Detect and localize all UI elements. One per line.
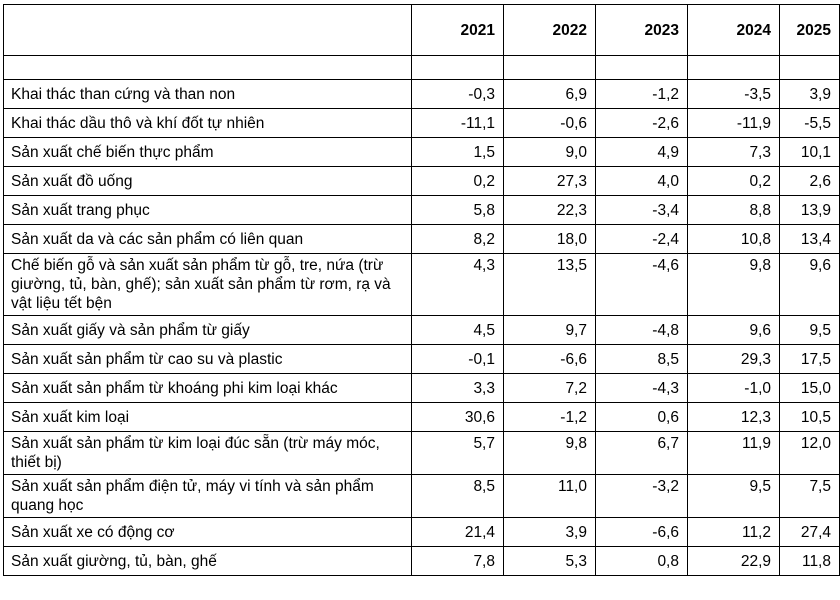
value-cell: 12,3 bbox=[688, 403, 780, 432]
value-cell: -11,1 bbox=[412, 109, 504, 138]
value-cell: 8,5 bbox=[596, 345, 688, 374]
value-cell: 6,7 bbox=[596, 432, 688, 475]
value-cell: 0,6 bbox=[596, 403, 688, 432]
column-header: 2022 bbox=[504, 5, 596, 56]
value-cell: 18,0 bbox=[504, 225, 596, 254]
value-cell: 9,8 bbox=[504, 432, 596, 475]
value-cell: -4,6 bbox=[596, 254, 688, 316]
row-label: Sản xuất kim loại bbox=[4, 403, 412, 432]
column-header: 2024 bbox=[688, 5, 780, 56]
value-cell: 11,0 bbox=[504, 475, 596, 518]
value-cell: -0,1 bbox=[412, 345, 504, 374]
value-cell: 8,2 bbox=[412, 225, 504, 254]
value-cell: 9,5 bbox=[780, 316, 840, 345]
value-cell: -2,6 bbox=[596, 109, 688, 138]
value-cell: 7,3 bbox=[688, 138, 780, 167]
value-cell: 3,3 bbox=[412, 374, 504, 403]
table-row bbox=[4, 196, 840, 225]
value-cell: 9,5 bbox=[688, 475, 780, 518]
value-cell: 11,9 bbox=[688, 432, 780, 475]
value-cell: 22,3 bbox=[504, 196, 596, 225]
row-label: Khai thác dầu thô và khí đốt tự nhiên bbox=[4, 109, 412, 138]
value-cell: 7,5 bbox=[780, 475, 840, 518]
table-row bbox=[4, 345, 840, 374]
row-label: Sản xuất sản phẩm điện tử, máy vi tính và sản phẩm quang học bbox=[4, 475, 412, 518]
value-cell: 3,9 bbox=[504, 518, 596, 547]
value-cell: 5,7 bbox=[412, 432, 504, 475]
value-cell: 22,9 bbox=[688, 547, 780, 576]
value-cell: -4,8 bbox=[596, 316, 688, 345]
value-cell: 0,2 bbox=[412, 167, 504, 196]
table-row bbox=[4, 80, 840, 109]
value-cell: 13,9 bbox=[780, 196, 840, 225]
value-cell: 27,3 bbox=[504, 167, 596, 196]
column-header: 2023 bbox=[596, 5, 688, 56]
table-row bbox=[4, 374, 840, 403]
value-cell: 11,2 bbox=[688, 518, 780, 547]
value-cell: -0,6 bbox=[504, 109, 596, 138]
value-cell: -6,6 bbox=[504, 345, 596, 374]
value-cell: 12,0 bbox=[780, 432, 840, 475]
table-row bbox=[4, 109, 840, 138]
value-cell: 4,0 bbox=[596, 167, 688, 196]
value-cell: 0,8 bbox=[596, 547, 688, 576]
row-label: Sản xuất sản phẩm từ cao su và plastic bbox=[4, 345, 412, 374]
table-row bbox=[4, 316, 840, 345]
value-cell: 11,8 bbox=[780, 547, 840, 576]
row-label: Sản xuất sản phẩm từ khoáng phi kim loại khác bbox=[4, 374, 412, 403]
value-cell: -6,6 bbox=[596, 518, 688, 547]
row-label: Chế biến gỗ và sản xuất sản phẩm từ gỗ, tre, nứa (trừ giường, tủ, bàn, ghế); sản xuất sản phẩm từ rơm, rạ và vật liệu tết bện bbox=[4, 254, 412, 316]
value-cell: -11,9 bbox=[688, 109, 780, 138]
table-row bbox=[4, 518, 840, 547]
row-label: Sản xuất sản phẩm từ kim loại đúc sẵn (trừ máy móc, thiết bị) bbox=[4, 432, 412, 475]
value-cell: 5,8 bbox=[412, 196, 504, 225]
value-cell: 4,3 bbox=[412, 254, 504, 316]
value-cell: 9,7 bbox=[504, 316, 596, 345]
table-row bbox=[4, 475, 840, 518]
value-cell: 15,0 bbox=[780, 374, 840, 403]
value-cell: 27,4 bbox=[780, 518, 840, 547]
value-cell: 29,3 bbox=[688, 345, 780, 374]
value-cell: -1,0 bbox=[688, 374, 780, 403]
value-cell: 21,4 bbox=[412, 518, 504, 547]
value-cell: 9,6 bbox=[688, 316, 780, 345]
table-row bbox=[4, 547, 840, 576]
value-cell: -0,3 bbox=[412, 80, 504, 109]
value-cell: 10,5 bbox=[780, 403, 840, 432]
value-cell: -3,5 bbox=[688, 80, 780, 109]
table-row bbox=[4, 254, 840, 316]
row-label: Khai thác than cứng và than non bbox=[4, 80, 412, 109]
row-label: Sản xuất trang phục bbox=[4, 196, 412, 225]
header-row bbox=[4, 5, 840, 56]
value-cell: 8,5 bbox=[412, 475, 504, 518]
value-cell: 13,4 bbox=[780, 225, 840, 254]
value-cell: -3,4 bbox=[596, 196, 688, 225]
spacer-row bbox=[4, 56, 840, 80]
value-cell: 7,2 bbox=[504, 374, 596, 403]
row-label: Sản xuất giấy và sản phẩm từ giấy bbox=[4, 316, 412, 345]
value-cell: 0,2 bbox=[688, 167, 780, 196]
value-cell: -3,2 bbox=[596, 475, 688, 518]
value-cell: -1,2 bbox=[596, 80, 688, 109]
value-cell: 1,5 bbox=[412, 138, 504, 167]
value-cell: 7,8 bbox=[412, 547, 504, 576]
value-cell: 10,1 bbox=[780, 138, 840, 167]
value-cell: 6,9 bbox=[504, 80, 596, 109]
value-cell: 9,8 bbox=[688, 254, 780, 316]
value-cell: 30,6 bbox=[412, 403, 504, 432]
value-cell: -5,5 bbox=[780, 109, 840, 138]
column-header: 2025 bbox=[780, 5, 840, 56]
row-label: Sản xuất đồ uống bbox=[4, 167, 412, 196]
row-label: Sản xuất xe có động cơ bbox=[4, 518, 412, 547]
value-cell: 9,6 bbox=[780, 254, 840, 316]
value-cell: -1,2 bbox=[504, 403, 596, 432]
table-row bbox=[4, 225, 840, 254]
header-label-cell bbox=[4, 5, 412, 56]
row-label: Sản xuất da và các sản phẩm có liên quan bbox=[4, 225, 412, 254]
row-label: Sản xuất chế biến thực phẩm bbox=[4, 138, 412, 167]
value-cell: 8,8 bbox=[688, 196, 780, 225]
value-cell: -4,3 bbox=[596, 374, 688, 403]
value-cell: 4,5 bbox=[412, 316, 504, 345]
value-cell: 4,9 bbox=[596, 138, 688, 167]
table-row bbox=[4, 167, 840, 196]
value-cell: 13,5 bbox=[504, 254, 596, 316]
value-cell: 17,5 bbox=[780, 345, 840, 374]
industry-growth-table bbox=[3, 4, 840, 576]
table-row bbox=[4, 403, 840, 432]
column-header: 2021 bbox=[412, 5, 504, 56]
row-label: Sản xuất giường, tủ, bàn, ghế bbox=[4, 547, 412, 576]
value-cell: 9,0 bbox=[504, 138, 596, 167]
value-cell: -2,4 bbox=[596, 225, 688, 254]
value-cell: 10,8 bbox=[688, 225, 780, 254]
value-cell: 2,6 bbox=[780, 167, 840, 196]
value-cell: 5,3 bbox=[504, 547, 596, 576]
table-row bbox=[4, 138, 840, 167]
table-row bbox=[4, 432, 840, 475]
value-cell: 3,9 bbox=[780, 80, 840, 109]
